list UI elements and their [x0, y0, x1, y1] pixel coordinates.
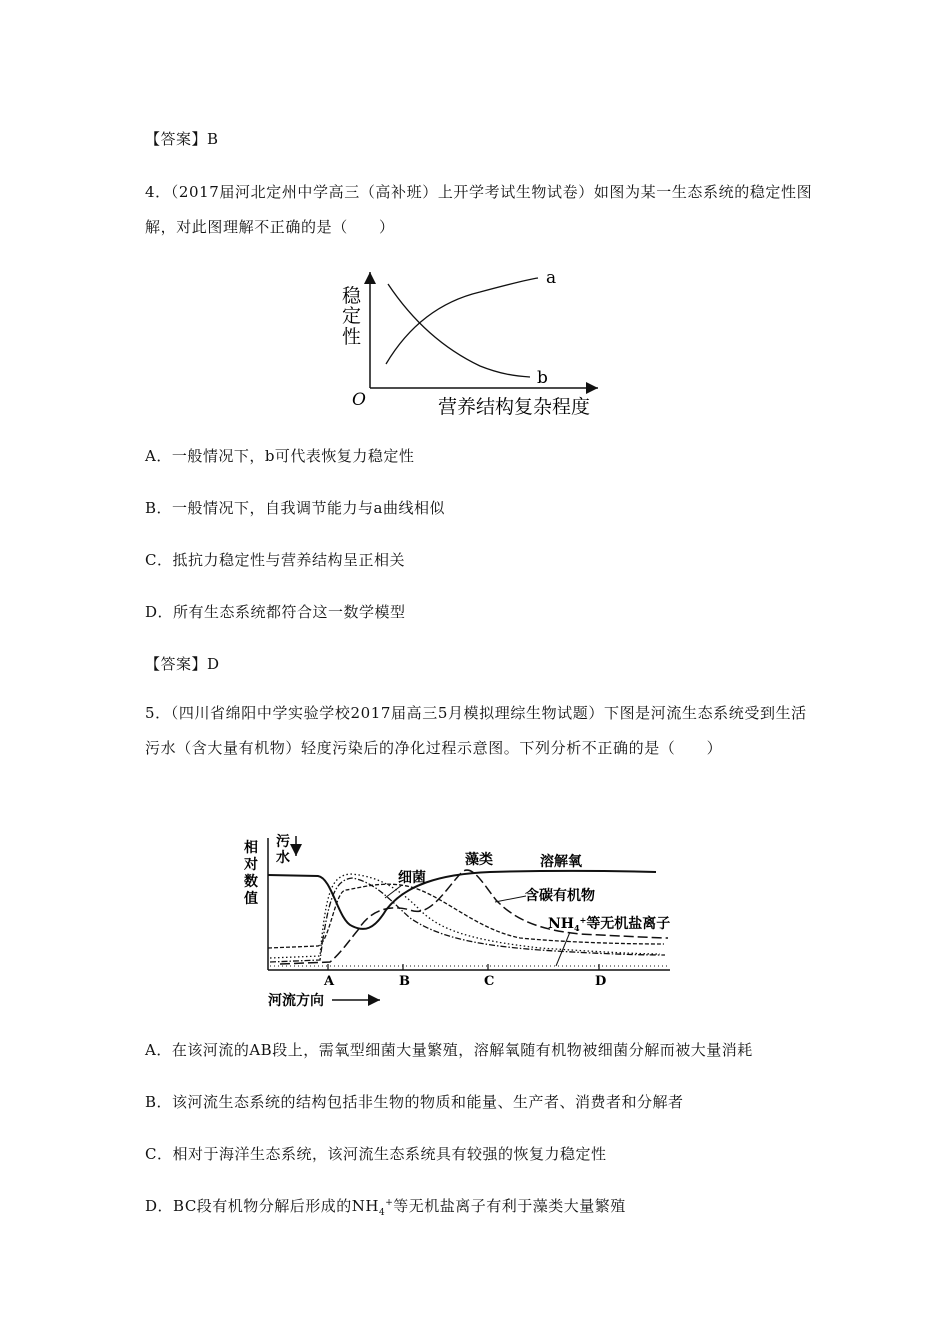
point-d: D	[595, 974, 607, 989]
option-5a: A．在该河流的AB段上，需氧型细菌大量繁殖，溶解氧随有机物被细菌分解而被大量消耗	[145, 1041, 753, 1059]
x-axis-label: 营养结构复杂程度	[438, 396, 591, 418]
point-a: A	[324, 974, 335, 989]
sewage-label-1: 污	[276, 834, 290, 850]
option-5d-suffix: 等无机盐离子有利于藻类大量繁殖	[393, 1197, 626, 1215]
y-label-char-4: 值	[244, 891, 258, 907]
label-algae: 藻类	[465, 852, 493, 868]
y-label-char-2: 对	[244, 857, 258, 873]
option-4d: D．所有生态系统都符合这一数学模型	[145, 603, 406, 621]
answer-label-1: 【答案】B	[145, 130, 219, 148]
stability-figure	[330, 262, 630, 422]
label-organic-carbon: 含碳有机物	[525, 888, 595, 904]
question-4-stem: 4．（2017届河北定州中学高三（高补班）上开学考试生物试卷）如图为某一生态系统的稳定性图解，对此图理解不正确的是（ ）	[145, 183, 813, 236]
y-label-char-1: 相	[244, 840, 258, 856]
y-label-char-3: 性	[342, 326, 362, 348]
leader-nh4-ions	[556, 932, 570, 966]
curve-b	[388, 284, 530, 377]
nh4-main: NH	[548, 916, 575, 932]
option-4b: B．一般情况下，自我调节能力与a曲线相似	[145, 499, 445, 517]
river-figure	[240, 830, 710, 1010]
option-5b: B．该河流生态系统的结构包括非生物的物质和能量、生产者、消费者和分解者	[145, 1093, 684, 1111]
y-label-char-1: 稳	[342, 285, 362, 307]
label-nh4-ions	[548, 915, 670, 933]
curve-b-label: b	[537, 368, 548, 388]
leader-organic-carbon	[495, 896, 526, 902]
nh4-rest: 等无机盐离子	[586, 916, 671, 932]
option-5d-prefix: D．BC段有机物分解后形成的NH	[145, 1197, 380, 1215]
x-axis-label: 河流方向	[268, 993, 324, 1009]
curve-a-label: a	[546, 268, 557, 288]
option-5d-sup: +	[385, 1198, 394, 1208]
option-4c: C．抵抗力稳定性与营养结构呈正相关	[145, 551, 405, 569]
label-dissolved-oxygen: 溶解氧	[540, 854, 582, 870]
nh4-sub: 4	[574, 923, 580, 933]
question-5-stem: 5．（四川省绵阳中学实验学校2017届高三5月模拟理综生物试题）下图是河流生态系统受到生活污水（含大量有机物）轻度污染后的净化过程示意图。下列分析不正确的是（ ）	[145, 704, 807, 757]
option-5c: C．相对于海洋生态系统，该河流生态系统具有较强的恢复力稳定性	[145, 1145, 607, 1163]
y-label-char-2: 定	[342, 305, 362, 327]
point-b: B	[399, 974, 410, 989]
y-label-char-3: 数	[244, 874, 258, 890]
option-5d-sub: 4	[379, 1208, 386, 1218]
option-5d	[145, 1195, 626, 1218]
label-bacteria: 细菌	[398, 870, 426, 886]
answer-label-2: 【答案】D	[145, 655, 220, 673]
curve-a	[386, 278, 538, 364]
origin-label: O	[352, 390, 366, 410]
point-c: C	[484, 974, 495, 989]
nh4-sup: +	[579, 915, 587, 925]
sewage-label-2: 水	[276, 850, 290, 866]
option-4a: A．一般情况下，b可代表恢复力稳定性	[145, 447, 415, 465]
